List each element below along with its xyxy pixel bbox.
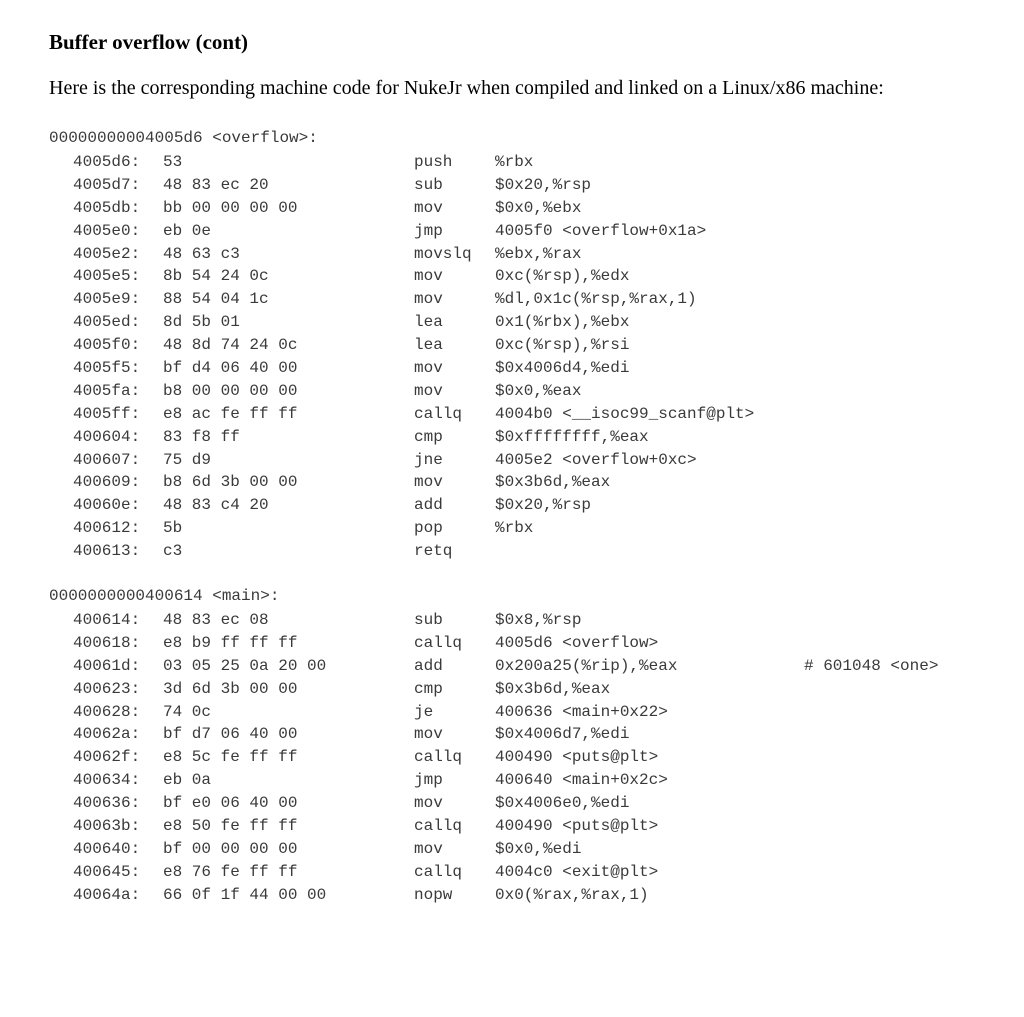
instruction-row bbox=[49, 380, 582, 403]
instruction-address: 400634: bbox=[73, 771, 141, 790]
instruction-row bbox=[49, 792, 630, 815]
instruction-operands: 0xc(%rsp),%rsi bbox=[495, 336, 630, 355]
instruction-operands: 400490 <puts@plt> bbox=[495, 817, 659, 836]
instruction-address: 40063b: bbox=[73, 817, 141, 836]
instruction-operands: 0x1(%rbx),%ebx bbox=[495, 313, 630, 332]
instruction-address: 400623: bbox=[73, 679, 141, 698]
instruction-address: 4005d6: bbox=[73, 153, 141, 171]
instruction-operands: 400490 <puts@plt> bbox=[495, 748, 659, 767]
instruction-bytes: 48 8d 74 24 0c bbox=[163, 336, 298, 355]
instruction-operands: 4004b0 <__isoc99_scanf@plt> bbox=[495, 404, 755, 423]
overflow-disassembly bbox=[49, 128, 755, 563]
instruction-bytes: e8 b9 ff ff ff bbox=[163, 633, 298, 652]
instruction-bytes: 75 d9 bbox=[163, 450, 212, 469]
instruction-address: 4005e5: bbox=[73, 267, 141, 286]
instruction-mnemonic: lea bbox=[414, 336, 443, 355]
instruction-row bbox=[49, 746, 659, 769]
instruction-address: 400607: bbox=[73, 450, 141, 469]
main-disassembly bbox=[49, 586, 939, 907]
instruction-address: 40061d: bbox=[73, 656, 141, 675]
instruction-address: 40062a: bbox=[73, 725, 141, 744]
instruction-operands: $0x4006e0,%edi bbox=[495, 794, 630, 813]
instruction-mnemonic: retq bbox=[414, 542, 453, 561]
instruction-bytes: 03 05 25 0a 20 00 bbox=[163, 656, 327, 675]
instruction-row bbox=[49, 265, 630, 288]
instruction-bytes: bb 00 00 00 00 bbox=[163, 198, 298, 217]
instruction-bytes: 48 63 c3 bbox=[163, 244, 240, 263]
instruction-address: 40060e: bbox=[73, 496, 141, 515]
instruction-address: 4005e0: bbox=[73, 221, 141, 240]
instruction-operands: $0x8,%rsp bbox=[495, 611, 582, 629]
instruction-bytes: 74 0c bbox=[163, 702, 212, 721]
instruction-mnemonic: mov bbox=[414, 198, 443, 217]
instruction-bytes: 66 0f 1f 44 00 00 bbox=[163, 885, 327, 904]
instruction-row bbox=[49, 701, 668, 724]
instruction-row bbox=[49, 151, 534, 174]
instruction-row bbox=[49, 769, 668, 792]
instruction-operands: $0x0,%eax bbox=[495, 381, 582, 400]
instruction-operands: %ebx,%rax bbox=[495, 244, 582, 263]
instruction-row bbox=[49, 861, 659, 884]
instruction-row bbox=[49, 884, 649, 907]
instruction-row bbox=[49, 815, 659, 838]
instruction-mnemonic: nopw bbox=[414, 885, 453, 904]
instruction-address: 40064a: bbox=[73, 885, 141, 904]
instruction-address: 400604: bbox=[73, 427, 141, 446]
instruction-comment: # 601048 <one> bbox=[804, 656, 939, 675]
instruction-bytes: eb 0a bbox=[163, 771, 212, 790]
instruction-operands: $0x0,%ebx bbox=[495, 198, 582, 217]
instruction-operands: 4004c0 <exit@plt> bbox=[495, 862, 659, 881]
instruction-operands: $0x4006d7,%edi bbox=[495, 725, 630, 744]
instruction-list bbox=[49, 151, 755, 563]
instruction-operands: $0xffffffff,%eax bbox=[495, 427, 649, 446]
instruction-mnemonic: mov bbox=[414, 839, 443, 858]
instruction-bytes: 5b bbox=[163, 519, 183, 538]
instruction-mnemonic: mov bbox=[414, 725, 443, 744]
instruction-address: 4005e2: bbox=[73, 244, 141, 263]
instruction-operands: 400640 <main+0x2c> bbox=[495, 771, 668, 790]
instruction-mnemonic: sub bbox=[414, 611, 443, 629]
instruction-bytes: 83 f8 ff bbox=[163, 427, 240, 446]
instruction-row bbox=[49, 311, 630, 334]
page-title: Buffer overflow (cont) bbox=[49, 30, 249, 54]
instruction-operands: $0x20,%rsp bbox=[495, 496, 592, 515]
instruction-operands: $0x0,%edi bbox=[495, 839, 582, 858]
instruction-row bbox=[49, 174, 592, 197]
instruction-row bbox=[49, 655, 939, 678]
instruction-mnemonic: callq bbox=[414, 862, 463, 881]
instruction-operands: 4005f0 <overflow+0x1a> bbox=[495, 221, 707, 240]
instruction-address: 40062f: bbox=[73, 748, 141, 767]
instruction-bytes: e8 50 fe ff ff bbox=[163, 817, 298, 836]
instruction-bytes: bf 00 00 00 00 bbox=[163, 839, 298, 858]
instruction-mnemonic: mov bbox=[414, 267, 443, 286]
instruction-address: 4005d7: bbox=[73, 175, 141, 194]
instruction-bytes: 3d 6d 3b 00 00 bbox=[163, 679, 298, 698]
instruction-address: 400609: bbox=[73, 473, 141, 492]
instruction-row bbox=[49, 426, 649, 449]
instruction-bytes: eb 0e bbox=[163, 221, 212, 240]
instruction-mnemonic: mov bbox=[414, 473, 443, 492]
instruction-row bbox=[49, 357, 630, 380]
instruction-row bbox=[49, 471, 611, 494]
instruction-operands: %dl,0x1c(%rsp,%rax,1) bbox=[495, 290, 697, 309]
instruction-bytes: e8 5c fe ff ff bbox=[163, 748, 298, 767]
instruction-mnemonic: lea bbox=[414, 313, 443, 332]
instruction-address: 400618: bbox=[73, 633, 141, 652]
instruction-address: 400613: bbox=[73, 542, 141, 561]
instruction-bytes: 48 83 c4 20 bbox=[163, 496, 269, 515]
instruction-address: 4005ed: bbox=[73, 313, 141, 332]
instruction-mnemonic: mov bbox=[414, 359, 443, 378]
instruction-bytes: b8 00 00 00 00 bbox=[163, 381, 298, 400]
instruction-bytes: bf d7 06 40 00 bbox=[163, 725, 298, 744]
instruction-row bbox=[49, 334, 630, 357]
instruction-mnemonic: movslq bbox=[414, 244, 472, 263]
instruction-address: 400636: bbox=[73, 794, 141, 813]
instruction-operands: %rbx bbox=[495, 519, 534, 538]
instruction-address: 4005e9: bbox=[73, 290, 141, 309]
instruction-row bbox=[49, 517, 534, 540]
instruction-mnemonic: callq bbox=[414, 633, 463, 652]
instruction-mnemonic: je bbox=[414, 702, 434, 721]
instruction-bytes: e8 76 fe ff ff bbox=[163, 862, 298, 881]
document-page bbox=[49, 0, 1024, 1017]
instruction-mnemonic: callq bbox=[414, 404, 463, 423]
instruction-row bbox=[49, 197, 582, 220]
instruction-operands: $0x4006d4,%edi bbox=[495, 359, 630, 378]
instruction-list bbox=[49, 609, 939, 907]
instruction-bytes: e8 ac fe ff ff bbox=[163, 404, 298, 423]
instruction-address: 400612: bbox=[73, 519, 141, 538]
instruction-row bbox=[49, 678, 611, 701]
instruction-bytes: 48 83 ec 08 bbox=[163, 611, 269, 629]
instruction-row bbox=[49, 288, 697, 311]
instruction-mnemonic: pop bbox=[414, 519, 443, 538]
instruction-address: 4005f0: bbox=[73, 336, 141, 355]
instruction-mnemonic: mov bbox=[414, 290, 443, 309]
instruction-row bbox=[49, 243, 582, 266]
instruction-row bbox=[49, 723, 630, 746]
instruction-operands: 4005d6 <overflow> bbox=[495, 633, 659, 652]
instruction-address: 4005fa: bbox=[73, 381, 141, 400]
instruction-bytes: b8 6d 3b 00 00 bbox=[163, 473, 298, 492]
instruction-operands: 4005e2 <overflow+0xc> bbox=[495, 450, 697, 469]
instruction-bytes: 48 83 ec 20 bbox=[163, 175, 269, 194]
instruction-row bbox=[49, 838, 582, 861]
instruction-bytes: 8d 5b 01 bbox=[163, 313, 240, 332]
instruction-bytes: 53 bbox=[163, 153, 183, 171]
instruction-row bbox=[49, 540, 453, 563]
instruction-bytes: bf d4 06 40 00 bbox=[163, 359, 298, 378]
instruction-mnemonic: callq bbox=[414, 748, 463, 767]
instruction-mnemonic: mov bbox=[414, 381, 443, 400]
instruction-address: 400645: bbox=[73, 862, 141, 881]
instruction-row bbox=[49, 449, 697, 472]
instruction-address: 400640: bbox=[73, 839, 141, 858]
instruction-row bbox=[49, 632, 659, 655]
instruction-mnemonic: cmp bbox=[414, 679, 443, 698]
instruction-operands: $0x3b6d,%eax bbox=[495, 473, 611, 492]
instruction-row bbox=[49, 403, 755, 426]
function-header: 0000000000400614 <main>: bbox=[49, 587, 280, 605]
instruction-mnemonic: sub bbox=[414, 175, 443, 194]
instruction-mnemonic: jne bbox=[414, 450, 443, 469]
instruction-operands: 0x0(%rax,%rax,1) bbox=[495, 885, 649, 904]
instruction-operands: 400636 <main+0x22> bbox=[495, 702, 668, 721]
instruction-operands: 0x200a25(%rip),%eax bbox=[495, 656, 678, 675]
instruction-address: 400614: bbox=[73, 611, 141, 629]
intro-paragraph: Here is the corresponding machine code for NukeJr when compiled and linked on a Linux/x86 machine: bbox=[49, 77, 884, 99]
instruction-mnemonic: add bbox=[414, 656, 443, 675]
instruction-mnemonic: jmp bbox=[414, 771, 443, 790]
instruction-mnemonic: mov bbox=[414, 794, 443, 813]
instruction-operands: $0x3b6d,%eax bbox=[495, 679, 611, 698]
instruction-mnemonic: jmp bbox=[414, 221, 443, 240]
instruction-mnemonic: callq bbox=[414, 817, 463, 836]
instruction-bytes: bf e0 06 40 00 bbox=[163, 794, 298, 813]
instruction-address: 400628: bbox=[73, 702, 141, 721]
instruction-row bbox=[49, 494, 592, 517]
instruction-operands: %rbx bbox=[495, 153, 534, 171]
instruction-mnemonic: add bbox=[414, 496, 443, 515]
instruction-bytes: 8b 54 24 0c bbox=[163, 267, 269, 286]
function-header: 00000000004005d6 <overflow>: bbox=[49, 129, 318, 147]
instruction-bytes: 88 54 04 1c bbox=[163, 290, 269, 309]
instruction-address: 4005f5: bbox=[73, 359, 141, 378]
instruction-operands: 0xc(%rsp),%edx bbox=[495, 267, 630, 286]
instruction-mnemonic: cmp bbox=[414, 427, 443, 446]
instruction-mnemonic: push bbox=[414, 153, 453, 171]
instruction-bytes: c3 bbox=[163, 542, 183, 561]
instruction-row bbox=[49, 220, 707, 243]
instruction-address: 4005db: bbox=[73, 198, 141, 217]
instruction-address: 4005ff: bbox=[73, 404, 141, 423]
instruction-row bbox=[49, 609, 582, 632]
instruction-operands: $0x20,%rsp bbox=[495, 175, 592, 194]
